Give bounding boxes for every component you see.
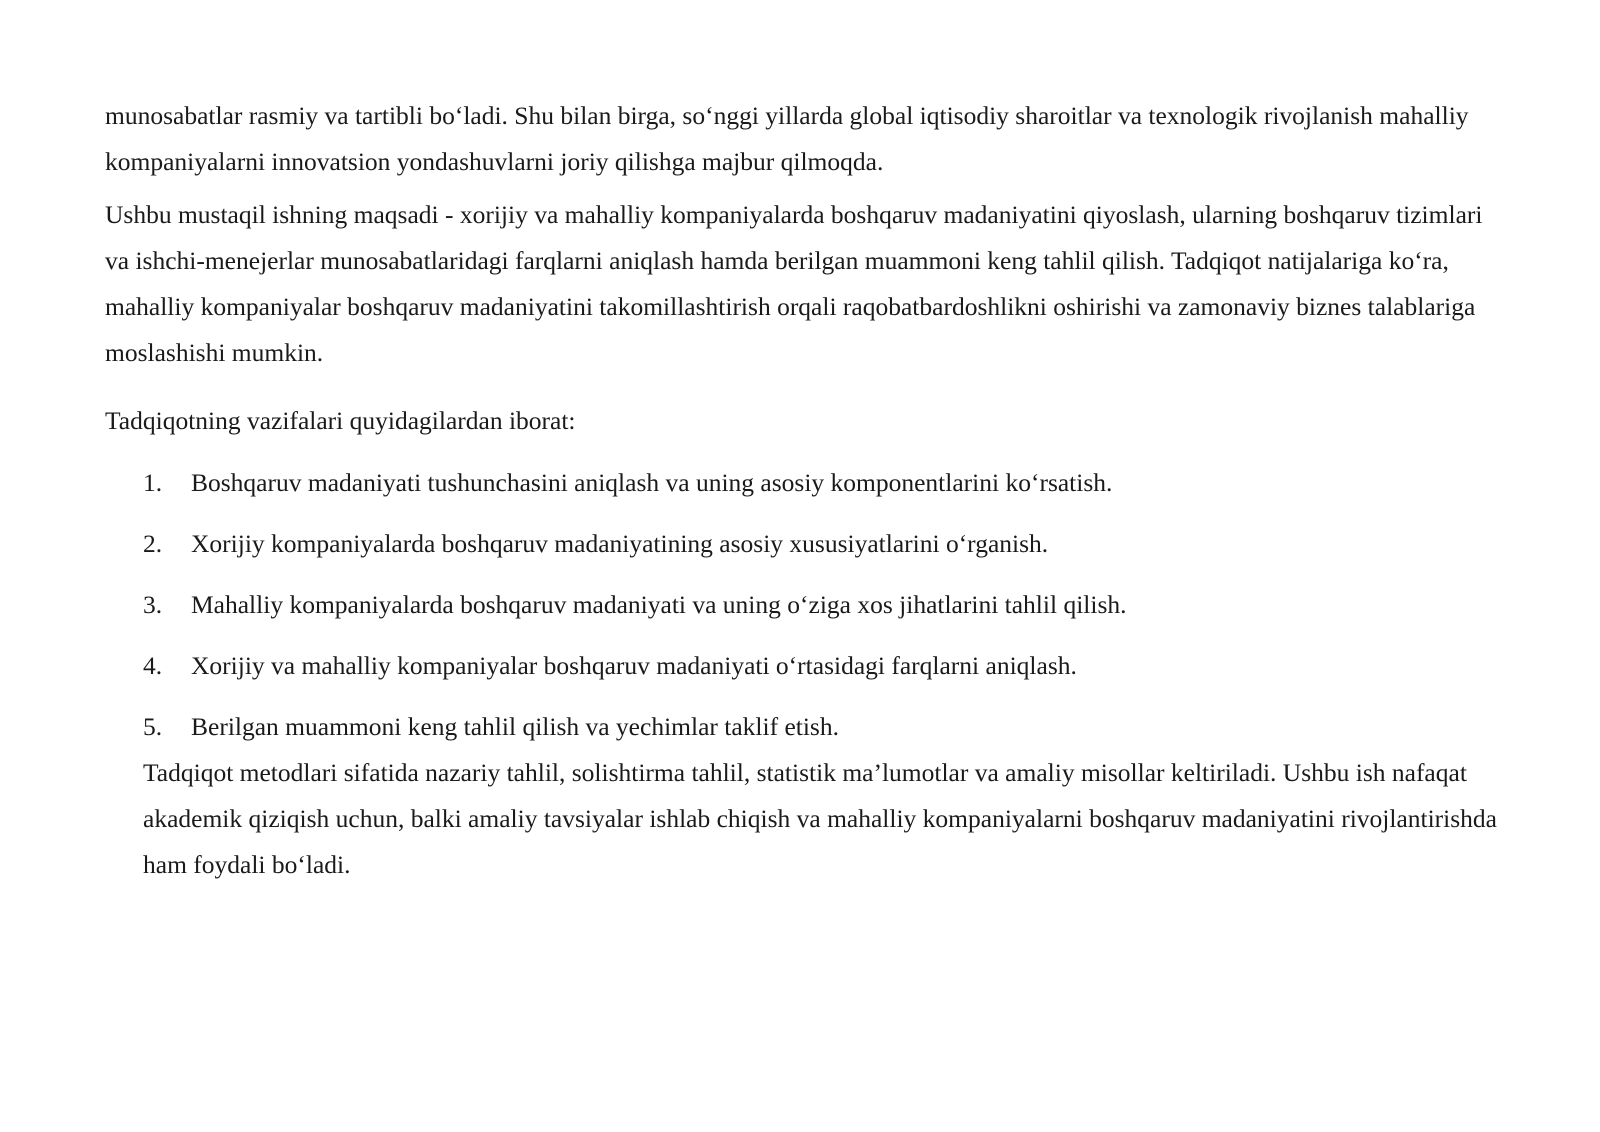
- list-item-number: 2.: [143, 529, 163, 558]
- list-item-number: 3.: [143, 590, 163, 619]
- list-item-text: Berilgan muammoni keng tahlil qilish va yechimlar taklif etish.: [191, 712, 839, 741]
- list-item-number: 1.: [143, 468, 163, 497]
- paragraph-continuation: munosabatlar rasmiy va tartibli bo‘ladi. Shu bilan birga, so‘nggi yillarda global iqtisodiy sharoitlar va texnologik rivojlanish mahalliy kompaniyalarni innovatsion yondashuvlarni joriy qilishga majbur qilmoqda.: [105, 101, 1469, 176]
- list-item: [143, 582, 1543, 628]
- list-item: [143, 704, 1543, 750]
- list-item: [143, 521, 1543, 567]
- paragraph-methods: Tadqiqot metodlari sifatida nazariy tahlil, solishtirma tahlil, statistik ma’lumotlar va amaliy misollar keltiriladi. Ushbu ish nafaqat akademik qiziqish uchun, balki amaliy tavsiyalar ishlab chiqish va mahalliy kompaniyalarni boshqaruv madaniyatini rivojlantirishda ham foydali bo‘ladi.: [143, 758, 1498, 879]
- list-item-text: Xorijiy kompaniyalarda boshqaruv madaniyatining asosiy xususiyatlarini o‘rganish.: [191, 529, 1049, 558]
- list-item: [143, 460, 1543, 506]
- list-intro: Tadqiqotning vazifalari quyidagilardan iborat:: [105, 406, 576, 435]
- list-item-number: 4.: [143, 651, 163, 680]
- list-item-text: Boshqaruv madaniyati tushunchasini aniqlash va uning asosiy komponentlarini ko‘rsatish.: [191, 468, 1113, 497]
- paragraph-goal: Ushbu mustaqil ishning maqsadi - xorijiy va mahalliy kompaniyalarda boshqaruv madaniyatini qiyoslash, ularning boshqaruv tizimlari va ishchi-menejerlar munosabatlaridagi farqlarni aniqlash hamda berilgan muammoni keng tahlil qilish. Tadqiqot natijalariga ko‘ra, mahalliy kompaniyalar boshqaruv madaniyatini takomillashtirish orqali raqobatbardoshlikni oshirishi va zamonaviy biznes talablariga moslashishi mumkin.: [105, 200, 1483, 367]
- list-item: [143, 643, 1543, 689]
- list-item-text: Xorijiy va mahalliy kompaniyalar boshqaruv madaniyati o‘rtasidagi farqlarni aniqlash.: [191, 651, 1077, 680]
- list-item-number: 5.: [143, 712, 163, 741]
- list-item-text: Mahalliy kompaniyalarda boshqaruv madaniyati va uning o‘ziga xos jihatlarini tahlil qilish.: [191, 590, 1127, 619]
